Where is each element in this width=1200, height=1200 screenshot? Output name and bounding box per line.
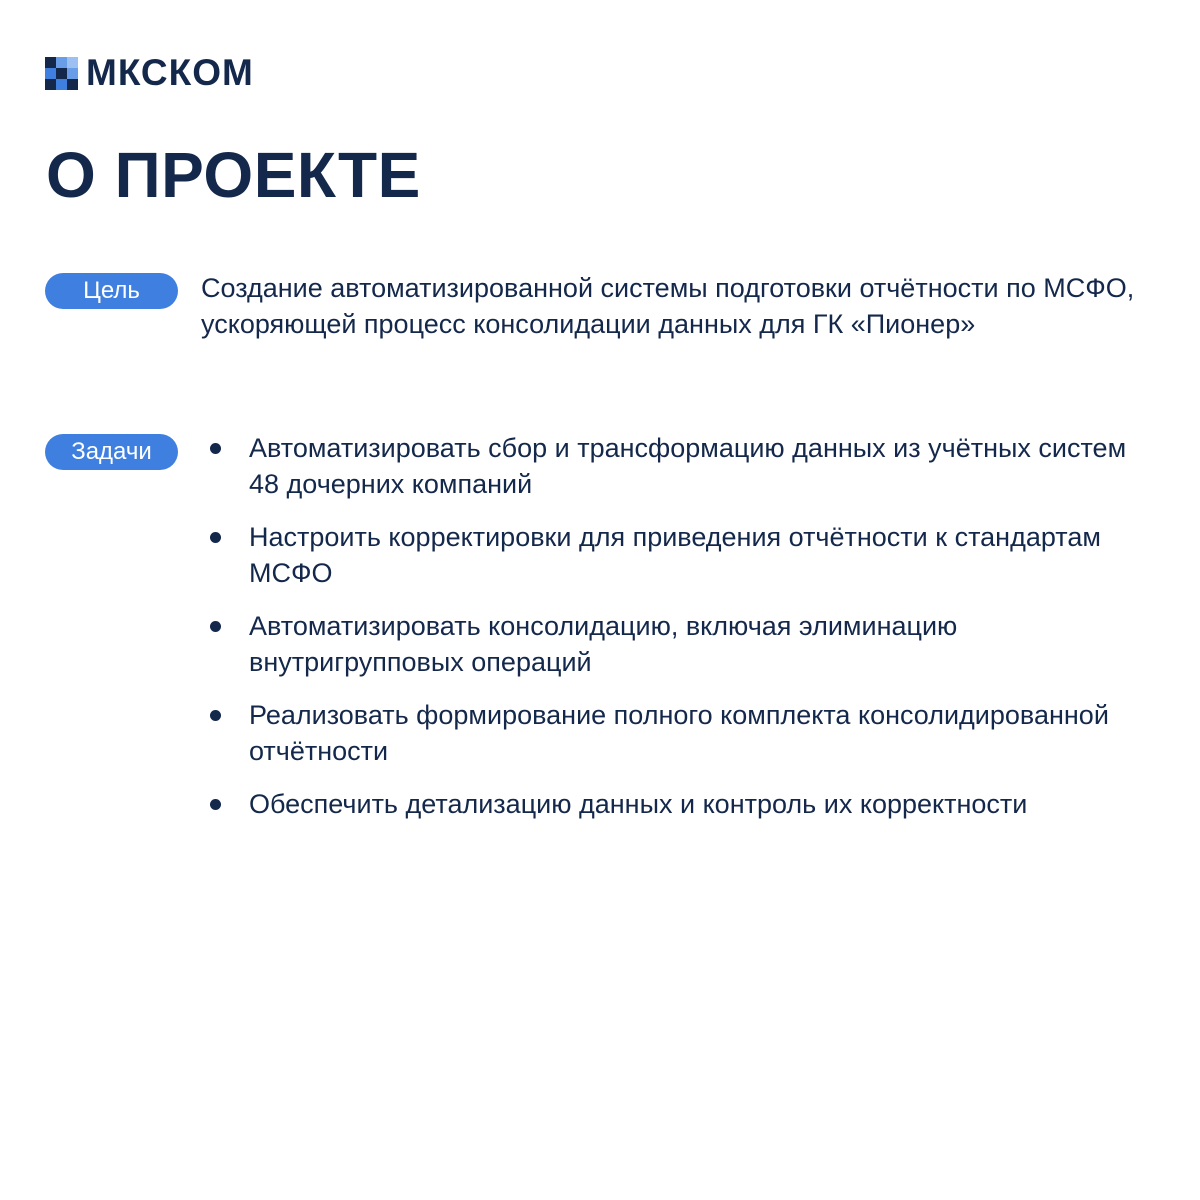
task-text: Реализовать формирование полного комплекта консолидированной отчётности bbox=[249, 700, 1109, 766]
goal-badge: Цель bbox=[45, 273, 178, 309]
task-item bbox=[200, 430, 1160, 502]
brand-name: МКСКОМ bbox=[86, 52, 254, 93]
bullet-dot-icon bbox=[210, 532, 221, 543]
task-item bbox=[200, 697, 1160, 769]
task-text: Автоматизировать консолидацию, включая элиминацию внутригрупповых операций bbox=[249, 611, 958, 677]
logo-pixel-icon bbox=[45, 57, 77, 89]
task-item bbox=[200, 786, 1160, 822]
task-text: Настроить корректировки для приведения отчётности к стандартам МСФО bbox=[249, 522, 1101, 588]
bullet-dot-icon bbox=[210, 621, 221, 632]
task-item bbox=[200, 608, 1160, 680]
bullet-dot-icon bbox=[210, 443, 221, 454]
page-title: О ПРОЕКТЕ bbox=[46, 139, 421, 211]
tasks-badge: Задачи bbox=[45, 434, 178, 470]
task-item bbox=[200, 519, 1160, 591]
bullet-dot-icon bbox=[210, 799, 221, 810]
tasks-list bbox=[200, 430, 1160, 839]
task-text: Автоматизировать сбор и трансформацию данных из учётных систем 48 дочерних компаний bbox=[249, 433, 1127, 499]
brand-logo bbox=[45, 54, 254, 91]
goal-text: Создание автоматизированной системы подготовки отчётности по МСФО, ускоряющей процесс консолидации данных для ГК «Пионер» bbox=[201, 273, 1135, 339]
bullet-dot-icon bbox=[210, 710, 221, 721]
task-text: Обеспечить детализацию данных и контроль их корректности bbox=[249, 789, 1028, 819]
